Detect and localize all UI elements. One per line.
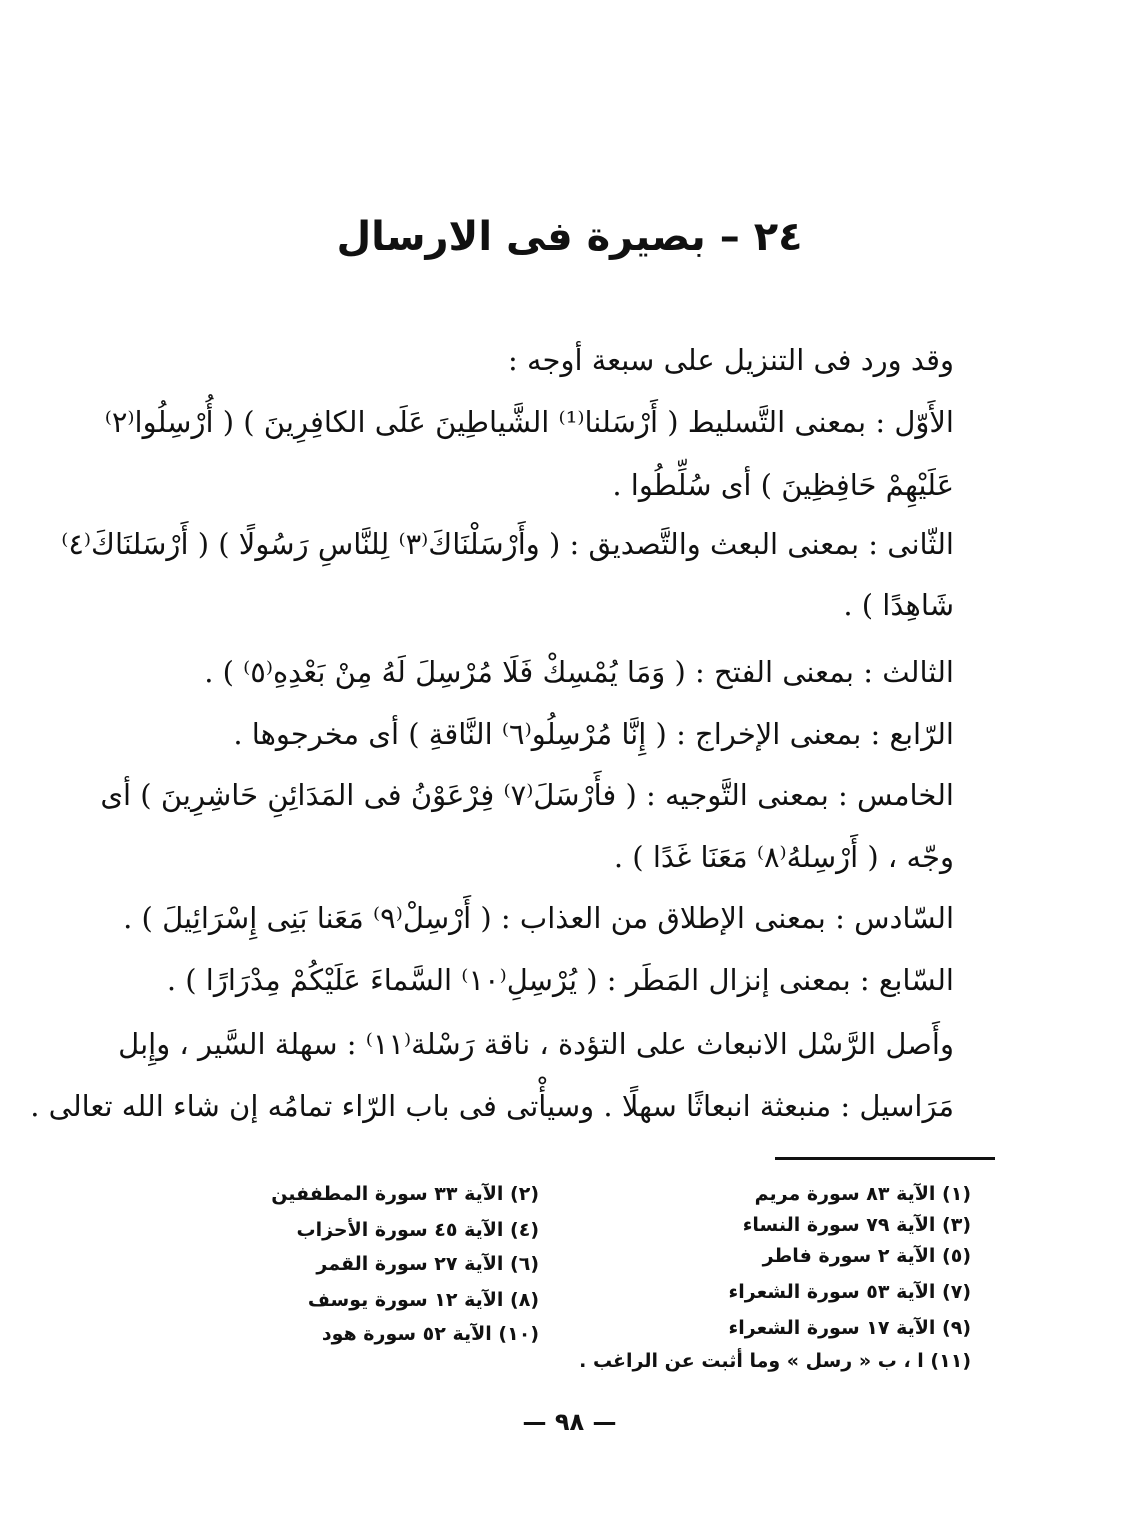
footnote-10: (١٠) الآية ٥٢ سورة هود bbox=[321, 1323, 539, 1345]
footnote-9: (٩) الآية ١٧ سورة الشعراء bbox=[728, 1317, 971, 1339]
text-line-2: الأَوّل : بمعنى التَّسليط ( أَرْسَلنا⁽¹⁾ الشَّياطِينَ عَلَى الكافِرِينَ ) ( أُرْسِلُوا⁽٢⁾ bbox=[104, 405, 954, 439]
footnote-2: (٢) الآية ٣٣ سورة المطففين bbox=[271, 1183, 539, 1205]
text-line-10: السّادس : بمعنى الإطلاق من العذاب : ( أَرْسِلْ⁽٩⁾ مَعَنا بَنِى إِسْرَائِيلَ ) . bbox=[123, 901, 954, 935]
text-line-3: عَلَيْهِمْ حَافِظِينَ ) أى سُلِّطُوا . bbox=[612, 468, 954, 502]
text-line-1: وقد ورد فى التنزيل على سبعة أوجه : bbox=[508, 343, 954, 377]
text-line-8: الخامس : بمعنى التَّوجيه : ( فأَرْسَلَ⁽٧⁾ فِرْعَوْنُ فى المَدَائِنِ حَاشِرِينَ ) أى bbox=[100, 778, 954, 812]
footnote-4: (٤) الآية ٤٥ سورة الأحزاب bbox=[296, 1219, 539, 1241]
text-line-12: وأَصل الرَّسْل الانبعاث على التؤدة ، ناقة رَسْلة⁽١١⁾ : سهلة السَّير ، وإِبل bbox=[118, 1027, 954, 1061]
text-line-7: الرّابع : بمعنى الإخراج : ( إِنَّا مُرْسِلُو⁽٦⁾ النَّاقةِ ) أى مخرجوها . bbox=[233, 717, 954, 751]
footnote-3: (٣) الآية ٧٩ سورة النساء bbox=[742, 1214, 971, 1236]
footnote-6: (٦) الآية ٢٧ سورة القمر bbox=[316, 1253, 539, 1275]
footnote-11: (١١) ا ، ب « رسل » وما أثبت عن الراغب . bbox=[579, 1350, 971, 1372]
footnote-1: (١) الآية ٨٣ سورة مريم bbox=[754, 1183, 971, 1205]
text-line-5: شَاهِدًا ) . bbox=[843, 588, 954, 622]
footnote-7: (٧) الآية ٥٣ سورة الشعراء bbox=[728, 1281, 971, 1303]
footnote-5: (٥) الآية ٢ سورة فاطر bbox=[762, 1245, 971, 1267]
text-line-6: الثالث : بمعنى الفتح : ( وَمَا يُمْسِكْ فَلَا مُرْسِلَ لَهُ مِنْ بَعْدِهِ⁽٥⁾ ) . bbox=[204, 655, 954, 689]
text-line-4: الثّانى : بمعنى البعث والتَّصديق : ( وأَرْسَلْنَاكَ⁽٣⁾ لِلنَّاسِ رَسُولًا ) ( أَرْسَلنَاكَ⁽٤⁾ bbox=[61, 527, 954, 561]
footnote-separator bbox=[775, 1157, 995, 1160]
footnote-8: (٨) الآية ١٢ سورة يوسف bbox=[307, 1289, 539, 1311]
chapter-heading: ٢٤ – بصيرة فى الارسال bbox=[336, 214, 803, 260]
page-number: — ٩٨ — bbox=[522, 1408, 617, 1436]
text-line-13: مَرَاسيل : منبعثة انبعاثًا سهلًا . وسيأْتى فى باب الرّاء تمامُه إن شاء الله تعالى . bbox=[30, 1089, 954, 1123]
text-line-11: السّابع : بمعنى إنزال المَطَر : ( يُرْسِلِ⁽١٠⁾ السَّماءَ عَلَيْكُمْ مِدْرَارًا ) . bbox=[166, 963, 954, 997]
text-line-9: وجّه ، ( أَرْسِلهُ⁽٨⁾ مَعَنَا غَدًا ) . bbox=[613, 840, 954, 874]
